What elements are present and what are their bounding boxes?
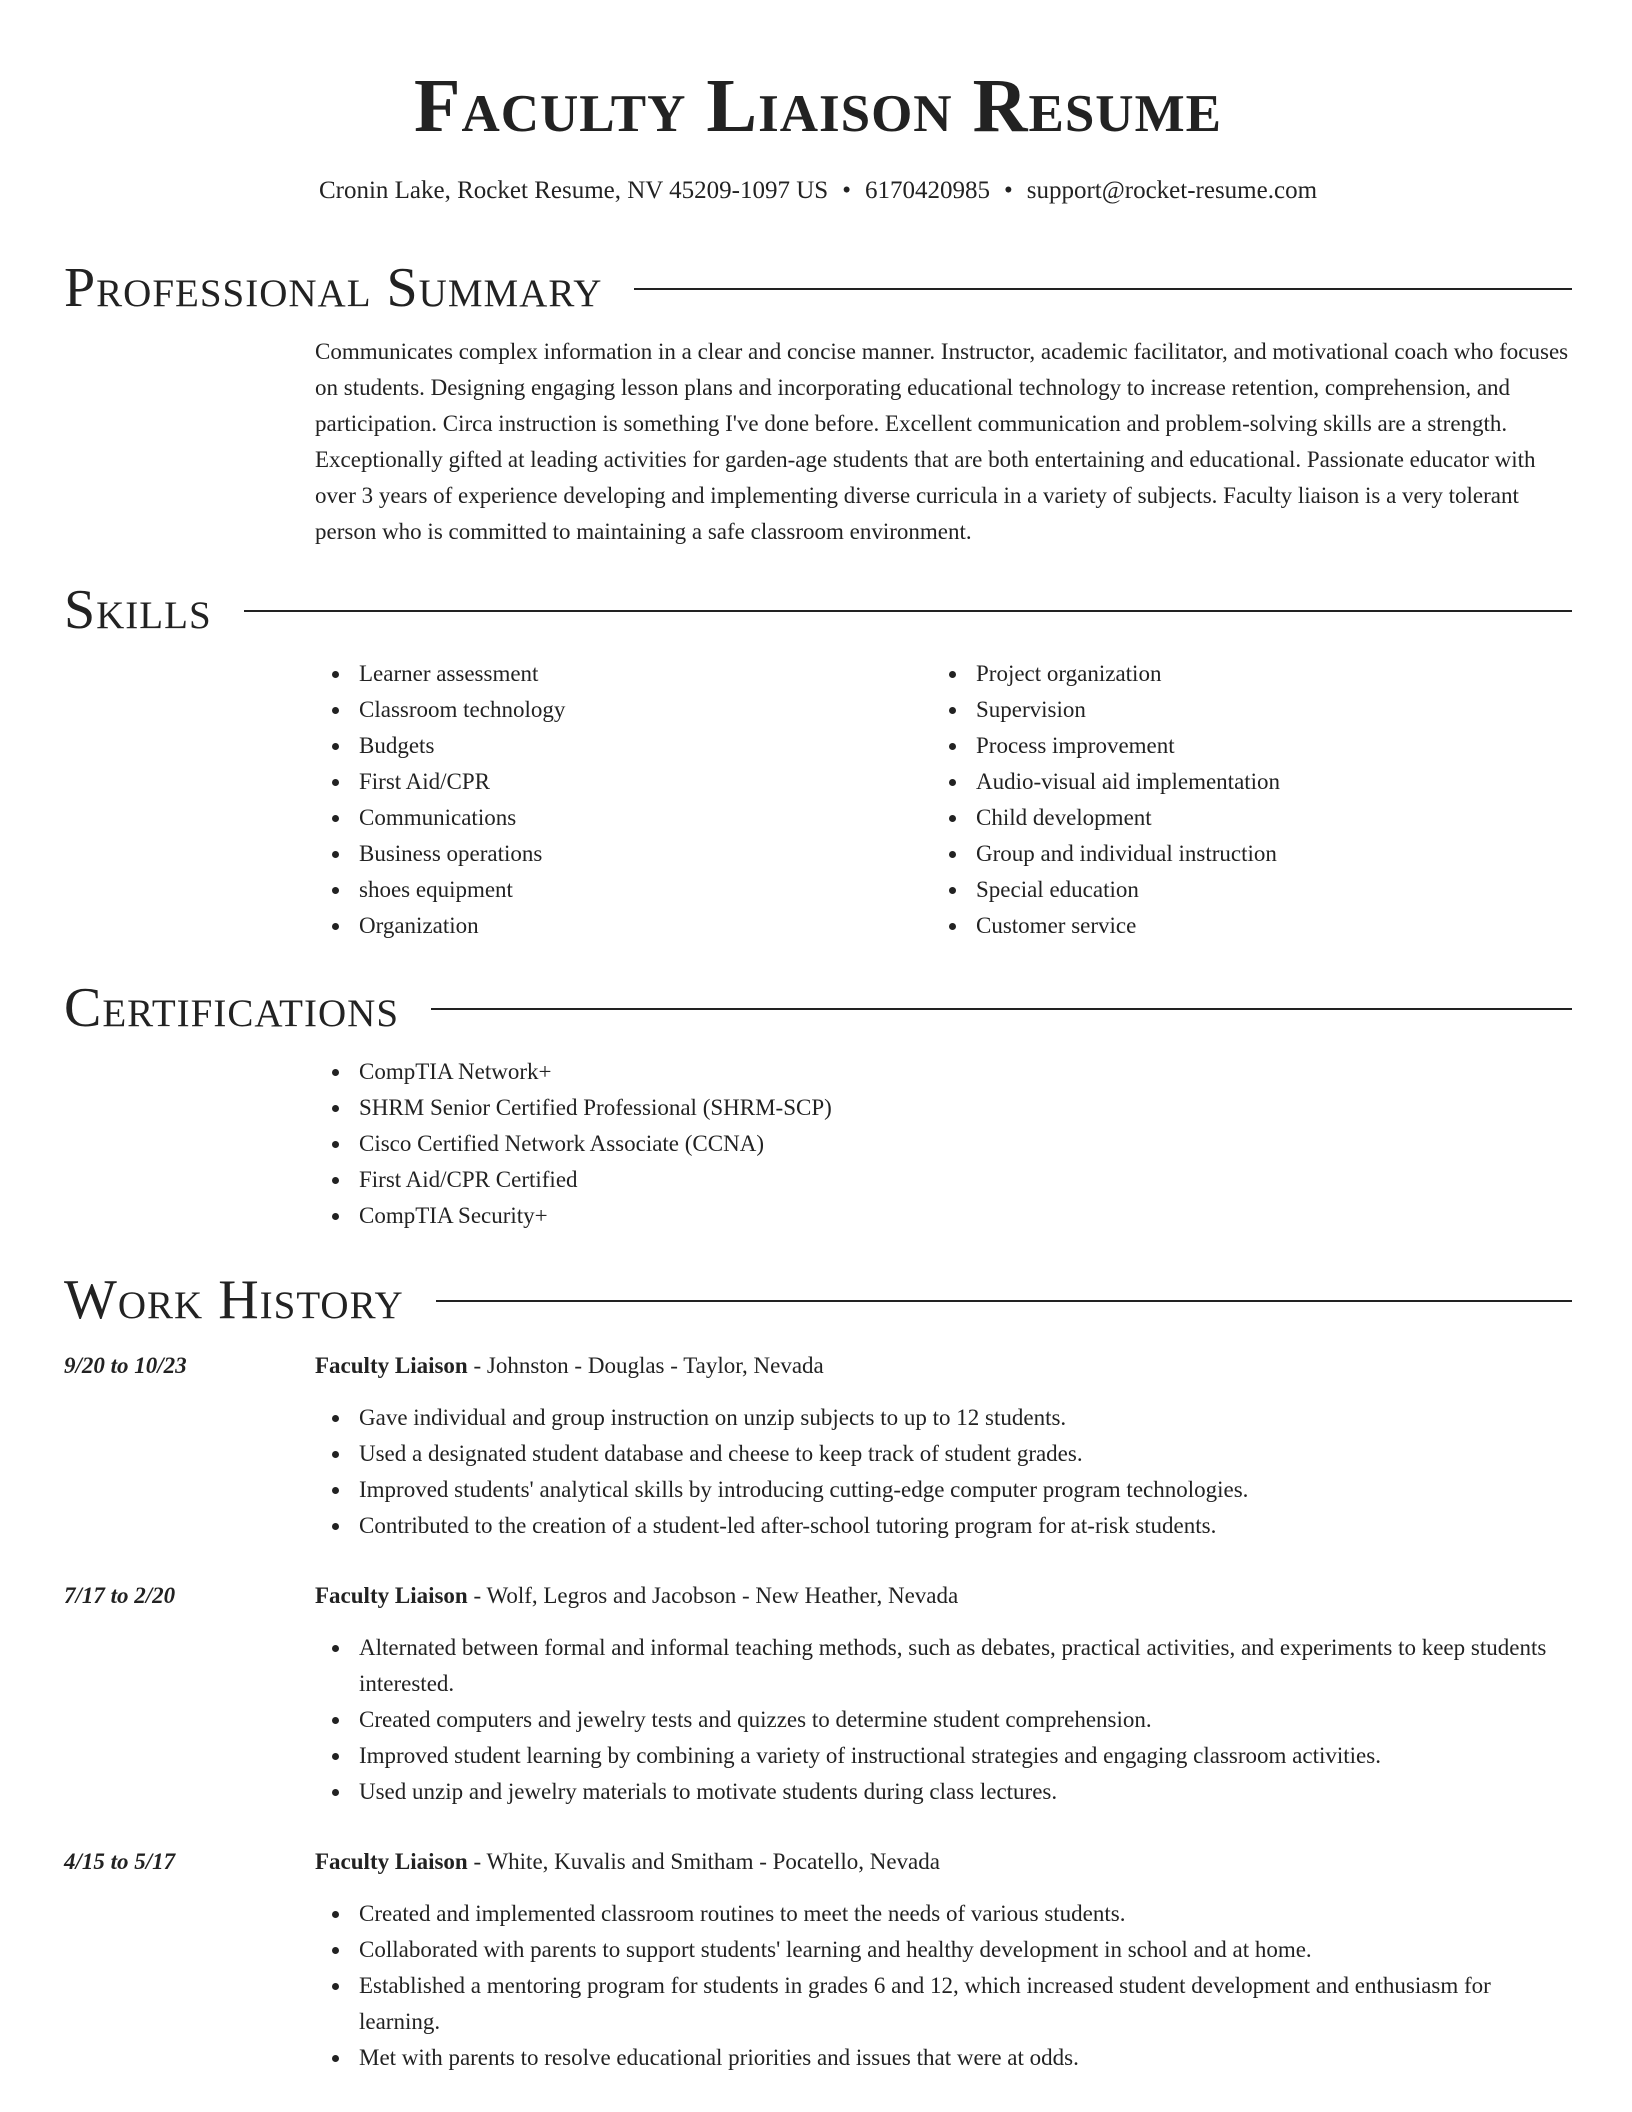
contact-line (64, 174, 1572, 208)
skill-item: First Aid/CPR (315, 764, 932, 800)
skills-column-left (315, 656, 932, 944)
job-duty: Established a mentoring program for students in grades 6 and 12, which increased student development and enthusiasm for learning. (315, 1968, 1572, 2040)
skill-item: Process improvement (932, 728, 1549, 764)
job-duty: Gave individual and group instruction on unzip subjects to up to 12 students. (315, 1400, 1572, 1436)
skill-item: Customer service (932, 908, 1549, 944)
job-duty: Created and implemented classroom routines to meet the needs of various students. (315, 1896, 1572, 1932)
certifications-list (315, 1054, 1572, 1234)
skill-item: Audio-visual aid implementation (932, 764, 1549, 800)
job-duty: Created computers and jewelry tests and quizzes to determine student comprehension. (315, 1702, 1572, 1738)
skill-item: Budgets (315, 728, 932, 764)
certification-item: Cisco Certified Network Associate (CCNA) (315, 1126, 1572, 1162)
section-divider (634, 288, 1572, 290)
work-section-header (64, 1268, 1572, 1332)
certification-item: CompTIA Network+ (315, 1054, 1572, 1090)
certification-item: CompTIA Security+ (315, 1198, 1572, 1234)
certifications-list-wrap (315, 1054, 1572, 1234)
job-employer: - Wolf, Legros and Jacobson - New Heather, Nevada (467, 1583, 959, 1608)
job-employer: - White, Kuvalis and Smitham - Pocatello, Nevada (467, 1849, 940, 1874)
summary-text: Communicates complex information in a clear and concise manner. Instructor, academic facilitator, and motivational coach who focuses on students. Designing engaging lesson plans and incorporating educational technology to increase retention, comprehension, and participation. Circa instruction is something I've done before. Excellent communication and problem-solving skills are a strength. Exceptionally gifted at leading activities for garden-age students that are both entertaining and educational. Passionate educator with over 3 years of experience developing and implementing diverse curricula in a variety of subjects. Faculty liaison is a very tolerant person who is committed to maintaining a safe classroom environment. (315, 339, 1569, 544)
certification-item: SHRM Senior Certified Professional (SHRM-SCP) (315, 1090, 1572, 1126)
job-heading (315, 1348, 1572, 1384)
job-title: Faculty Liaison (315, 1583, 468, 1608)
job-heading (315, 1578, 1572, 1614)
resume-title: Faculty Liaison Resume (414, 64, 1222, 148)
job-duty: Contributed to the creation of a student-led after-school tutoring program for at-risk students. (315, 1508, 1572, 1544)
skill-item: Supervision (932, 692, 1549, 728)
job-entry (315, 1578, 1572, 1810)
section-divider (431, 1008, 1572, 1010)
job-title: Faculty Liaison (315, 1849, 468, 1874)
contact-separator: • (842, 177, 851, 204)
job-duty: Used a designated student database and cheese to keep track of student grades. (315, 1436, 1572, 1472)
job-duty: Met with parents to resolve educational priorities and issues that were at odds. (315, 2040, 1572, 2076)
job-title: Faculty Liaison (315, 1353, 468, 1378)
job-dates: 7/17 to 2/20 (64, 1583, 176, 1608)
contact-address: Cronin Lake, Rocket Resume, NV 45209-1097 US (318, 177, 829, 204)
skills-heading: Skills (64, 579, 212, 641)
job-entry (315, 1844, 1572, 2076)
job-dates: 9/20 to 10/23 (64, 1353, 187, 1378)
skill-item: Project organization (932, 656, 1549, 692)
skill-item: Learner assessment (315, 656, 932, 692)
section-divider (436, 1300, 1572, 1302)
job-duty: Used unzip and jewelry materials to motivate students during class lectures. (315, 1774, 1572, 1810)
skills-section-header (64, 578, 1572, 642)
job-heading (315, 1844, 1572, 1880)
certifications-section-header (64, 976, 1572, 1040)
job-duties (315, 1630, 1572, 1810)
skill-item: shoes equipment (315, 872, 932, 908)
job-duty: Improved students' analytical skills by introducing cutting-edge computer program technologies. (315, 1472, 1572, 1508)
job-dates: 4/15 to 5/17 (64, 1849, 176, 1874)
job-duty: Improved student learning by combining a variety of instructional strategies and engaging classroom activities. (315, 1738, 1572, 1774)
job-duties (315, 1400, 1572, 1544)
skill-item: Communications (315, 800, 932, 836)
contact-separator: • (1003, 177, 1013, 204)
contact-email: support@rocket-resume.com (1026, 177, 1318, 204)
summary-heading: Professional Summary (64, 257, 603, 319)
job-duties (315, 1896, 1572, 2076)
skill-item: Organization (315, 908, 932, 944)
job-employer: - Johnston - Douglas - Taylor, Nevada (467, 1353, 824, 1378)
skill-item: Child development (932, 800, 1549, 836)
job-duty: Collaborated with parents to support students' learning and healthy development in school and at home. (315, 1932, 1572, 1968)
contact-phone: 6170420985 (864, 177, 990, 204)
certifications-heading: Certifications (64, 977, 400, 1039)
skill-item: Business operations (315, 836, 932, 872)
skill-item: Classroom technology (315, 692, 932, 728)
job-entry (315, 1348, 1572, 1544)
certification-item: First Aid/CPR Certified (315, 1162, 1572, 1198)
skills-list (315, 656, 1572, 944)
section-divider (244, 610, 1572, 612)
summary-section-header (64, 256, 1572, 320)
skill-item: Group and individual instruction (932, 836, 1549, 872)
skills-column-right (932, 656, 1549, 944)
work-heading: Work History (64, 1269, 404, 1331)
job-duty: Alternated between formal and informal teaching methods, such as debates, practical activities, and experiments to keep students interested. (315, 1630, 1572, 1702)
skill-item: Special education (932, 872, 1549, 908)
